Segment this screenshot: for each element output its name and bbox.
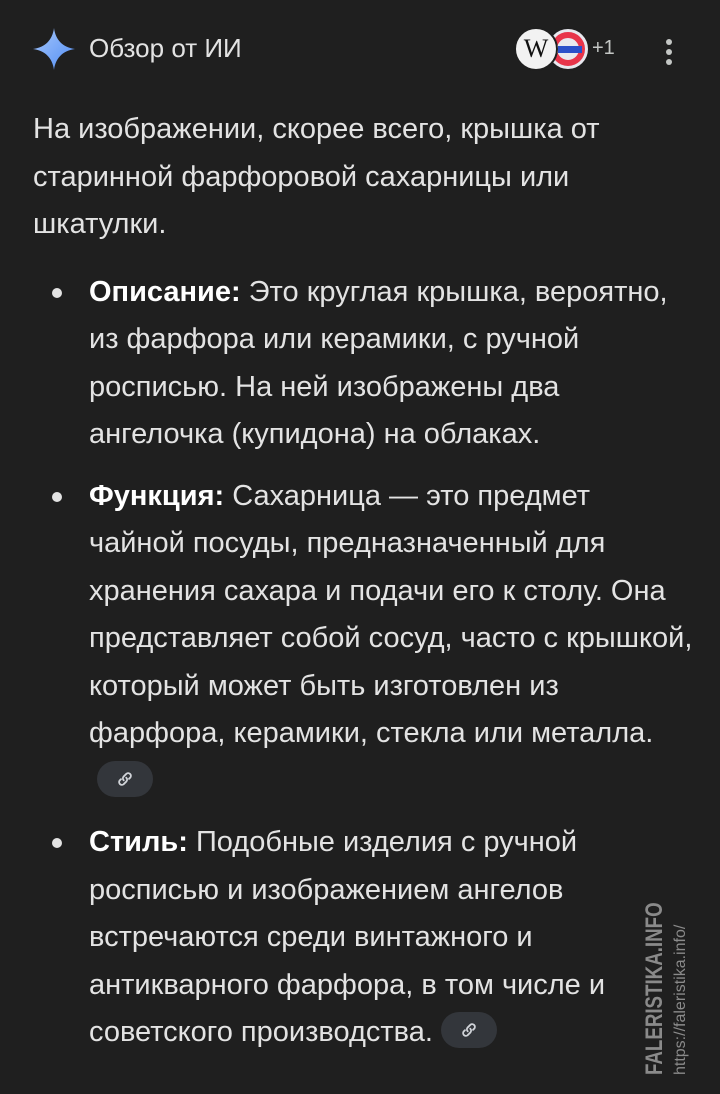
source-link-button[interactable] — [97, 761, 153, 797]
gemini-sparkle-icon — [32, 27, 76, 71]
bullet — [52, 492, 62, 502]
sources-button[interactable] — [514, 27, 624, 71]
source-count: +1 — [592, 37, 615, 59]
link-icon — [458, 1019, 480, 1041]
ai-overview-header — [0, 0, 720, 100]
item-text: Подобные изделия с ручной росписью и изображением ангелов встречаются среди винтажного и антикварного фарфора, в том числе и советского производства. — [89, 826, 606, 1048]
item-term: Описание: — [89, 275, 241, 308]
header-title: Обзор от ИИ — [89, 33, 242, 63]
item-text: Это круглая крышка, вероятно, из фарфора или керамики, с ручной росписью. На ней изображены два ангелочка (купидона) на облаках. — [89, 275, 668, 450]
answer-body — [33, 106, 693, 1071]
answer-list — [33, 269, 693, 1057]
wikipedia-letter: W — [523, 34, 549, 63]
list-item — [33, 819, 693, 1057]
source-link-button[interactable] — [441, 1012, 497, 1048]
watermark-url: https://faleristika.info/ — [672, 924, 689, 1075]
watermark — [640, 885, 700, 1075]
item-term: Функция: — [89, 479, 225, 512]
item-term: Стиль: — [89, 826, 188, 858]
item-text: Сахарница — это предмет чайной посуды, предназначенный для хранения сахара и подачи его к столу. Она представляет собой сосуд, часто с крышкой, который может быть изготовлен из фарфора, керамики, стекла или металла. — [89, 479, 693, 749]
more-vert-icon[interactable] — [652, 30, 686, 70]
bullet — [52, 288, 62, 298]
list-item — [33, 269, 693, 459]
link-icon — [114, 768, 136, 790]
watermark-brand: FALERISTIKA.INFO — [641, 902, 668, 1075]
list-item — [33, 473, 693, 806]
answer-intro: На изображении, скорее всего, крышка от старинной фарфоровой сахарницы или шкатулки. — [33, 113, 600, 240]
bullet — [52, 838, 62, 848]
wikipedia-icon — [514, 27, 558, 71]
